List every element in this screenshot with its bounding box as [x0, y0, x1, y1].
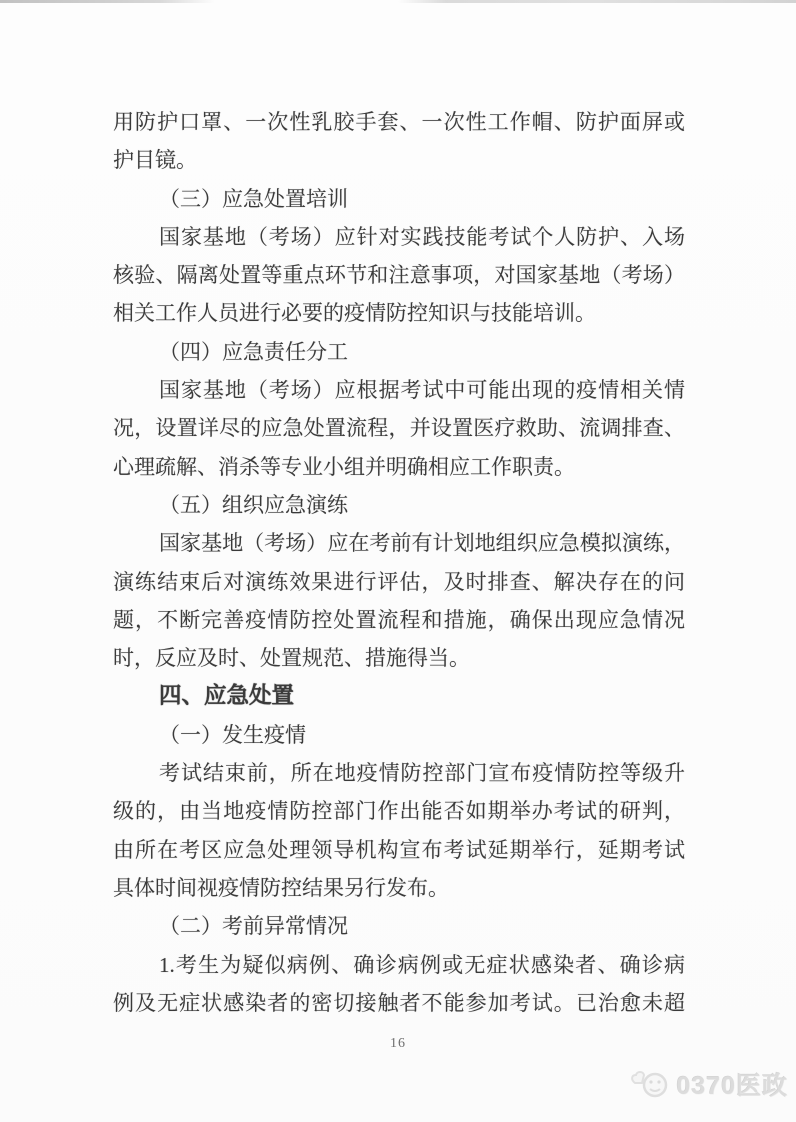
body-line: 时，反应及时、处置规范、措施得当。	[113, 646, 470, 671]
watermark-text: 0370医政	[676, 1072, 788, 1100]
document-body	[113, 103, 685, 1022]
body-line: 国家基地（考场）应在考前有计划地组织应急模拟演练，	[159, 531, 685, 556]
body-line: 核验、隔离处置等重点环节和注意事项，对国家基地（考场）	[113, 263, 685, 288]
body-line: 例及无症状感染者的密切接触者不能参加考试。已治愈未超	[113, 990, 685, 1015]
body-line: 1.考生为疑似病例、确诊病例或无症状感染者、确诊病	[159, 952, 685, 977]
body-line: 考试结束前，所在地疫情防控部门宣布疫情防控等级升	[159, 761, 685, 786]
body-line: 相关工作人员进行必要的疫情防控知识与技能培训。	[113, 301, 596, 326]
body-line: 心理疏解、消杀等专业小组并明确相应工作职责。	[113, 454, 575, 479]
page-number: 16	[390, 1036, 406, 1051]
body-line: 况，设置详尽的应急处置流程，并设置医疗救助、流调排查、	[113, 416, 685, 441]
body-line: 演练结束后对演练效果进行评估，及时排查、解决存在的问	[113, 569, 685, 594]
subheading-3-training: （三）应急处置培训	[159, 186, 348, 211]
body-line: 国家基地（考场）应根据考试中可能出现的疫情相关情	[159, 378, 685, 403]
scan-artifact-line	[0, 0, 796, 3]
body-line: 护目镜。	[113, 148, 197, 173]
watermark	[629, 1066, 788, 1102]
body-line: 国家基地（考场）应针对实践技能考试个人防护、入场	[159, 224, 685, 249]
subheading-4-responsibility: （四）应急责任分工	[159, 339, 348, 364]
body-line: 题，不断完善疫情防控处置流程和措施，确保出现应急情况	[113, 607, 685, 632]
heading-4-emergency-response: 四、应急处置	[159, 683, 295, 709]
body-line: 由所在考区应急处理领导机构宣布考试延期举行，延期考试	[113, 837, 685, 862]
subheading-1-outbreak: （一）发生疫情	[159, 722, 306, 747]
body-line: 级的，由当地疫情防控部门作出能否如期举办考试的研判，	[113, 799, 685, 824]
subheading-2-pre-exam-abnormal: （二）考前异常情况	[159, 914, 348, 939]
subheading-5-drill: （五）组织应急演练	[159, 492, 348, 517]
body-line: 用防护口罩、一次性乳胶手套、一次性工作帽、防护面屏或	[113, 110, 685, 134]
chat-mascot-icon	[629, 1067, 671, 1101]
body-line: 具体时间视疫情防控结果另行发布。	[113, 875, 449, 900]
